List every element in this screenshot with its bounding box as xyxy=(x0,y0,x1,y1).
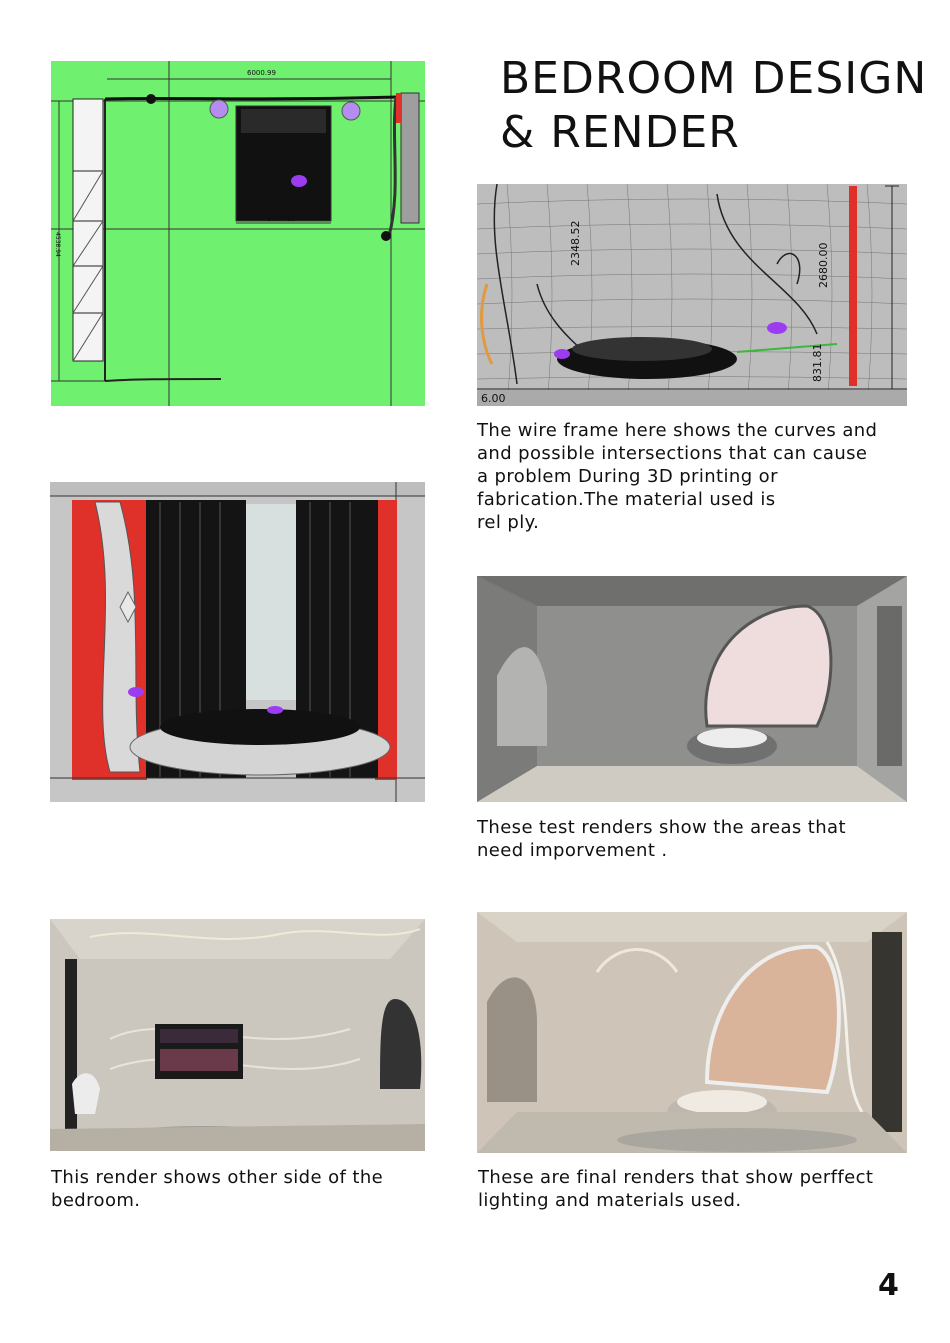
test-render-image xyxy=(477,576,907,802)
plan-bed-dimension: 1804.23 xyxy=(267,215,296,223)
wire-right-dimension: 2680.00 xyxy=(817,242,830,288)
caption-line: a problem During 3D printing or xyxy=(477,466,778,487)
page-number: 4 xyxy=(878,1268,899,1303)
caption-line: rel ply. xyxy=(477,512,540,533)
wire-small-dimension: 831.81 xyxy=(811,343,824,382)
caption-line: bedroom. xyxy=(51,1190,141,1211)
side-render-image xyxy=(50,919,425,1151)
side-render-caption xyxy=(51,1166,451,1212)
floor-plan-image xyxy=(51,61,425,406)
test-render-caption xyxy=(477,816,917,862)
caption-line: This render shows other side of the xyxy=(51,1167,384,1188)
elevation-image xyxy=(50,482,425,802)
wire-corner-dimension: 6.00 xyxy=(481,392,506,405)
wireframe-caption xyxy=(477,419,917,534)
caption-line: need imporvement . xyxy=(477,840,668,861)
wire-left-dimension: 2348.52 xyxy=(569,220,582,266)
wireframe-image xyxy=(477,184,907,406)
caption-line: and possible intersections that can cause xyxy=(477,443,868,464)
title-line-1: BEDROOM DESIGN xyxy=(500,53,928,104)
final-render-image xyxy=(477,912,907,1153)
caption-line: The wire frame here shows the curves and xyxy=(477,420,878,441)
plan-side-dimension: 4538.94 xyxy=(53,232,61,257)
title-line-2: & RENDER xyxy=(500,107,740,158)
caption-line: lighting and materials used. xyxy=(478,1190,742,1211)
page-title xyxy=(500,52,940,160)
plan-top-dimension: 6000.99 xyxy=(247,69,276,77)
final-render-caption xyxy=(478,1166,928,1212)
caption-line: fabrication.The material used is xyxy=(477,489,776,510)
caption-line: These test renders show the areas that xyxy=(477,817,846,838)
caption-line: These are final renders that show perffect xyxy=(478,1167,874,1188)
